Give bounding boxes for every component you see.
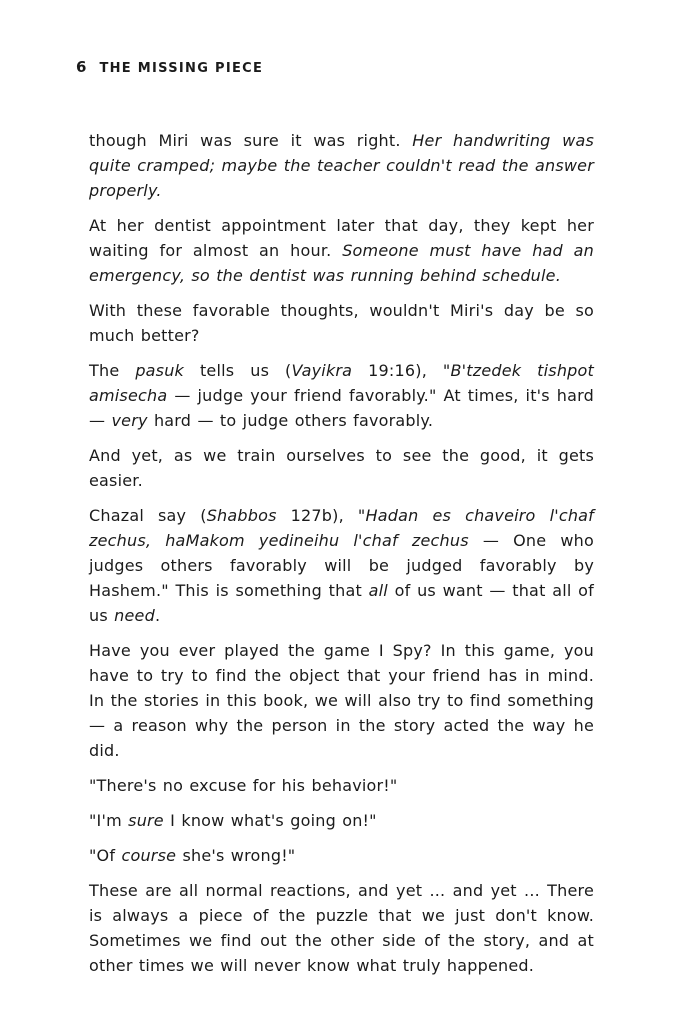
italic-text-run: B'tzedek tishpot amisecha <box>89 361 594 405</box>
text-run: 127b), " <box>276 506 366 525</box>
italic-text-run: Shabbos <box>206 506 277 525</box>
italic-text-run: course <box>121 846 177 865</box>
italic-text-run: Hadan es chaveiro l'chaf zechus, haMakom yedineihu l'chaf zechus <box>89 506 594 550</box>
italic-text-run: Vayikra <box>291 361 353 380</box>
text-run: "Of <box>89 846 122 865</box>
text-run: hard — to judge others favorably. <box>147 411 434 430</box>
italic-text-run: Someone must have had an emergency, so the dentist was running behind schedule. <box>89 241 595 285</box>
paragraph <box>89 843 594 868</box>
text-run: she's wrong!" <box>176 846 296 865</box>
text-run: These are all normal reactions, and yet ... and yet ... There is always a piece of the puzzle that we just don't know. Sometimes we find out the other side of the story, and at other times we will never know what truly happened. <box>89 881 594 975</box>
text-run: — judge your friend favorably." At times, it's hard — <box>89 386 594 430</box>
paragraph <box>89 443 594 493</box>
paragraph <box>89 128 594 203</box>
text-run: — One who judges others favorably will be judged favorably by Hashem." This is something that <box>89 531 594 600</box>
text-run: 19:16), " <box>352 361 451 380</box>
text-run: I know what's going on!" <box>163 811 377 830</box>
text-run: "I'm <box>89 811 129 830</box>
text-run: "There's no excuse for his behavior!" <box>89 776 398 795</box>
running-title: THE MISSING PIECE <box>99 61 264 76</box>
italic-text-run: very <box>111 411 148 430</box>
paragraph <box>89 298 594 348</box>
paragraph <box>89 878 594 978</box>
paragraph <box>89 213 594 288</box>
text-run: Chazal say ( <box>89 506 207 525</box>
paragraph <box>89 358 594 433</box>
text-run: The <box>89 361 136 380</box>
italic-text-run: sure <box>128 811 164 830</box>
text-run: tells us ( <box>184 361 292 380</box>
text-run: And yet, as we train ourselves to see the good, it gets easier. <box>89 446 594 490</box>
text-run: With these favorable thoughts, wouldn't Miri's day be so much better? <box>89 301 594 345</box>
text-run: though Miri was sure it was right. <box>89 131 413 150</box>
paragraph <box>89 638 594 763</box>
paragraph <box>89 773 594 798</box>
text-run: of us want — that all of us <box>89 581 594 625</box>
italic-text-run: all <box>368 581 388 600</box>
italic-text-run: pasuk <box>135 361 185 380</box>
text-run: Have you ever played the game I Spy? In this game, you have to try to find the object that your friend has in mind. In the stories in this book, we will also try to find something — a reason why the person in the story acted the way he did. <box>89 641 594 760</box>
italic-text-run: Her handwriting was quite cramped; maybe the teacher couldn't read the answer properly. <box>89 131 594 200</box>
page-body <box>89 128 594 978</box>
text-run: At her dentist appointment later that day, they kept her waiting for almost an hour. <box>89 216 594 260</box>
page-header <box>76 58 263 76</box>
paragraph <box>89 808 594 833</box>
italic-text-run: need <box>114 606 155 625</box>
page-number: 6 <box>76 58 87 76</box>
text-run: . <box>154 606 161 625</box>
paragraph <box>89 503 594 628</box>
